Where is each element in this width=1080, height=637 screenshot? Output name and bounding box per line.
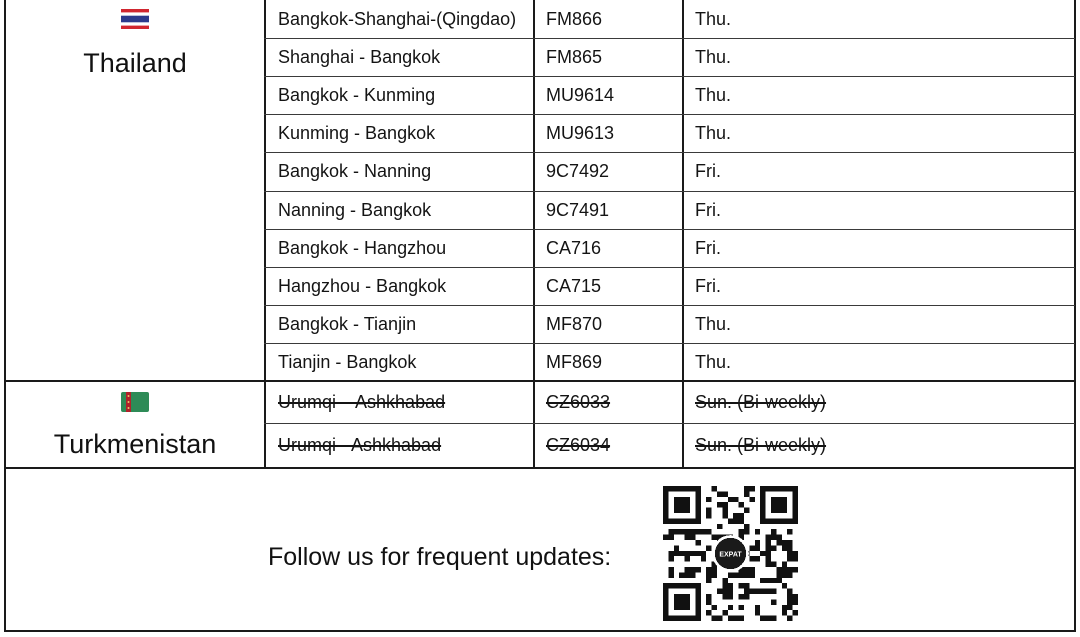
day-cell: Thu.: [695, 313, 732, 334]
day-cell: Fri.: [695, 161, 721, 182]
flight-number-cell: CZ6033: [546, 392, 611, 412]
row-divider: [264, 76, 1075, 77]
thailand-flag-icon: [121, 9, 149, 29]
day-cell: Fri.: [695, 237, 721, 258]
flight-number-cell: MU9613: [546, 123, 615, 144]
table-border-right: [1074, 0, 1076, 632]
column-divider-flight: [682, 0, 684, 468]
route-cell: Tianjin - Bangkok: [278, 351, 417, 372]
route-cell: Bangkok - Hangzhou: [278, 237, 447, 258]
flight-number-cell: MU9614: [546, 85, 615, 106]
day-cell: Fri.: [695, 199, 721, 220]
day-cell: Thu.: [695, 47, 732, 68]
flight-number-cell: CA716: [546, 237, 602, 258]
row-divider: [264, 114, 1075, 115]
row-divider: [264, 38, 1075, 39]
turkmenistan-flag-icon: [121, 392, 149, 412]
country-name-turkmenistan: Turkmenistan: [53, 429, 217, 459]
row-divider: [264, 267, 1075, 268]
day-cell: Sun. (Bi-weekly): [695, 392, 827, 412]
route-cell: Urumqi - Ashkhabad: [278, 435, 442, 455]
route-cell: Bangkok-Shanghai-(Qingdao): [278, 9, 517, 30]
row-divider: [264, 152, 1075, 153]
flight-number-cell: FM866: [546, 9, 603, 30]
flight-number-cell: FM865: [546, 47, 603, 68]
day-cell: Sun. (Bi-weekly): [695, 435, 827, 455]
table-border-left: [4, 0, 6, 632]
route-cell: Bangkok - Kunming: [278, 85, 436, 106]
flight-number-cell: 9C7491: [546, 199, 610, 220]
qr-logo-text: EXPAT: [719, 551, 742, 559]
day-cell: Thu.: [695, 351, 732, 372]
flight-number-cell: MF869: [546, 351, 603, 372]
route-cell: Bangkok - Nanning: [278, 161, 432, 182]
flight-number-cell: 9C7492: [546, 161, 610, 182]
route-cell: Urumqi – Ashkhabad: [278, 392, 446, 412]
route-cell: Kunming - Bangkok: [278, 123, 436, 144]
qr-code-icon[interactable]: [663, 486, 798, 621]
day-cell: Fri.: [695, 275, 721, 296]
flight-number-cell: CA715: [546, 275, 602, 296]
row-divider: [264, 305, 1075, 306]
column-divider-country: [264, 0, 266, 468]
flight-number-cell: CZ6034: [546, 435, 611, 455]
route-cell: Hangzhou - Bangkok: [278, 275, 447, 296]
row-divider: [264, 343, 1075, 344]
group-divider: [4, 380, 1076, 382]
table-border-bottom: [4, 630, 1076, 632]
day-cell: Thu.: [695, 123, 732, 144]
country-name-thailand: Thailand: [83, 48, 187, 78]
day-cell: Thu.: [695, 9, 732, 30]
route-cell: Bangkok - Tianjin: [278, 313, 417, 334]
follow-updates-text: Follow us for frequent updates:: [268, 543, 612, 571]
row-divider: [264, 423, 1075, 424]
route-cell: Nanning - Bangkok: [278, 199, 432, 220]
day-cell: Thu.: [695, 85, 732, 106]
row-divider: [264, 191, 1075, 192]
route-cell: Shanghai - Bangkok: [278, 47, 441, 68]
footer-divider: [4, 467, 1076, 469]
flight-number-cell: MF870: [546, 313, 603, 334]
row-divider: [264, 229, 1075, 230]
column-divider-route: [533, 0, 535, 468]
